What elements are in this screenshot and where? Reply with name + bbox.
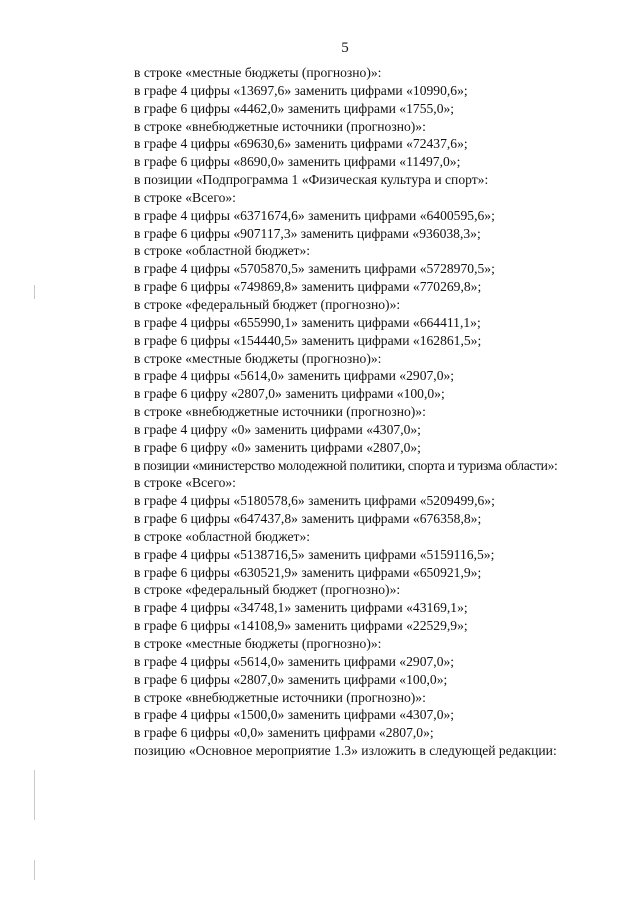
text-line: в графе 6 цифры «647437,8» заменить цифрами «676358,8»;	[134, 511, 482, 527]
text-line: в графе 4 цифру «0» заменить цифрами «4307,0»;	[134, 421, 421, 437]
text-line: в графе 4 цифры «5138716,5» заменить цифрами «5159116,5»;	[134, 546, 495, 562]
text-line: в строке «внебюджетные источники (прогнозно)»:	[134, 689, 426, 705]
text-line: в позиции «Подпрограмма 1 «Физическая культура и спорт»:	[134, 172, 489, 188]
text-line: в графе 6 цифры «0,0» заменить цифрами «2807,0»;	[134, 725, 434, 741]
text-line: в графе 4 цифры «13697,6» заменить цифрами «10990,6»;	[134, 82, 468, 98]
text-line: в графе 4 цифры «655990,1» заменить цифрами «664411,1»;	[134, 314, 481, 330]
text-line: в графе 6 цифры «630521,9» заменить цифрами «650921,9»;	[134, 564, 482, 580]
text-line: в графе 4 цифры «5614,0» заменить цифрами «2907,0»;	[134, 653, 455, 669]
text-line: в графе 6 цифры «154440,5» заменить цифрами «162861,5»;	[134, 332, 482, 348]
text-line: в графе 4 цифры «34748,1» заменить цифрами «43169,1»;	[134, 600, 468, 616]
text-line: в строке «областной бюджет»:	[134, 528, 311, 544]
text-line: в строке «федеральный бюджет (прогнозно)»:	[134, 582, 401, 598]
scan-margin-mark	[34, 770, 35, 820]
text-line: в графе 6 цифры «907117,3» заменить цифрами «936038,3»;	[134, 225, 481, 241]
text-line: в позиции «министерство молодежной политики, спорта и туризма области»:	[134, 457, 558, 473]
text-line: в графе 4 цифры «5180578,6» заменить цифрами «5209499,6»;	[134, 493, 495, 509]
text-line: в графе 6 цифры «8690,0» заменить цифрами «11497,0»;	[134, 154, 461, 170]
text-line: в строке «Всего»:	[134, 475, 236, 491]
text-line: в строке «местные бюджеты (прогнозно)»:	[134, 350, 382, 366]
text-line: в строке «Всего»:	[134, 189, 236, 205]
scan-margin-mark	[34, 860, 35, 880]
text-line: в графе 4 цифры «6371674,6» заменить цифрами «6400595,6»;	[134, 207, 495, 223]
text-line: в графе 6 цифры «4462,0» заменить цифрами «1755,0»;	[134, 100, 455, 116]
text-line: в графе 6 цифры «2807,0» заменить цифрами «100,0»;	[134, 671, 448, 687]
text-line: в графе 4 цифры «5614,0» заменить цифрами «2907,0»;	[134, 368, 455, 384]
document-body	[134, 64, 614, 760]
text-line: в строке «внебюджетные источники (прогнозно)»:	[134, 404, 426, 420]
text-line: в графе 4 цифры «5705870,5» заменить цифрами «5728970,5»;	[134, 261, 495, 277]
text-line: в графе 6 цифру «0» заменить цифрами «2807,0»;	[134, 439, 421, 455]
text-line: позицию «Основное мероприятие 1.3» изложить в следующей редакции:	[134, 743, 557, 759]
text-line: в графе 4 цифры «69630,6» заменить цифрами «72437,6»;	[134, 136, 468, 152]
scan-margin-mark	[34, 285, 35, 299]
text-line: в строке «местные бюджеты (прогнозно)»:	[134, 636, 382, 651]
text-line: в строке «внебюджетные источники (прогнозно)»:	[134, 118, 426, 134]
text-line: в графе 6 цифру «2807,0» заменить цифрами «100,0»;	[134, 386, 445, 402]
text-line: в графе 6 цифры «14108,9» заменить цифрами «22529,9»;	[134, 618, 468, 634]
text-line: в строке «федеральный бюджет (прогнозно)»:	[134, 296, 401, 312]
text-line: в строке «областной бюджет»:	[134, 243, 311, 259]
page-number: 5	[341, 40, 349, 56]
text-line: в графе 6 цифры «749869,8» заменить цифрами «770269,8»;	[134, 279, 482, 295]
text-line: в графе 4 цифры «1500,0» заменить цифрами «4307,0»;	[134, 707, 455, 723]
text-line: в строке «местные бюджеты (прогнозно)»:	[134, 65, 382, 80]
